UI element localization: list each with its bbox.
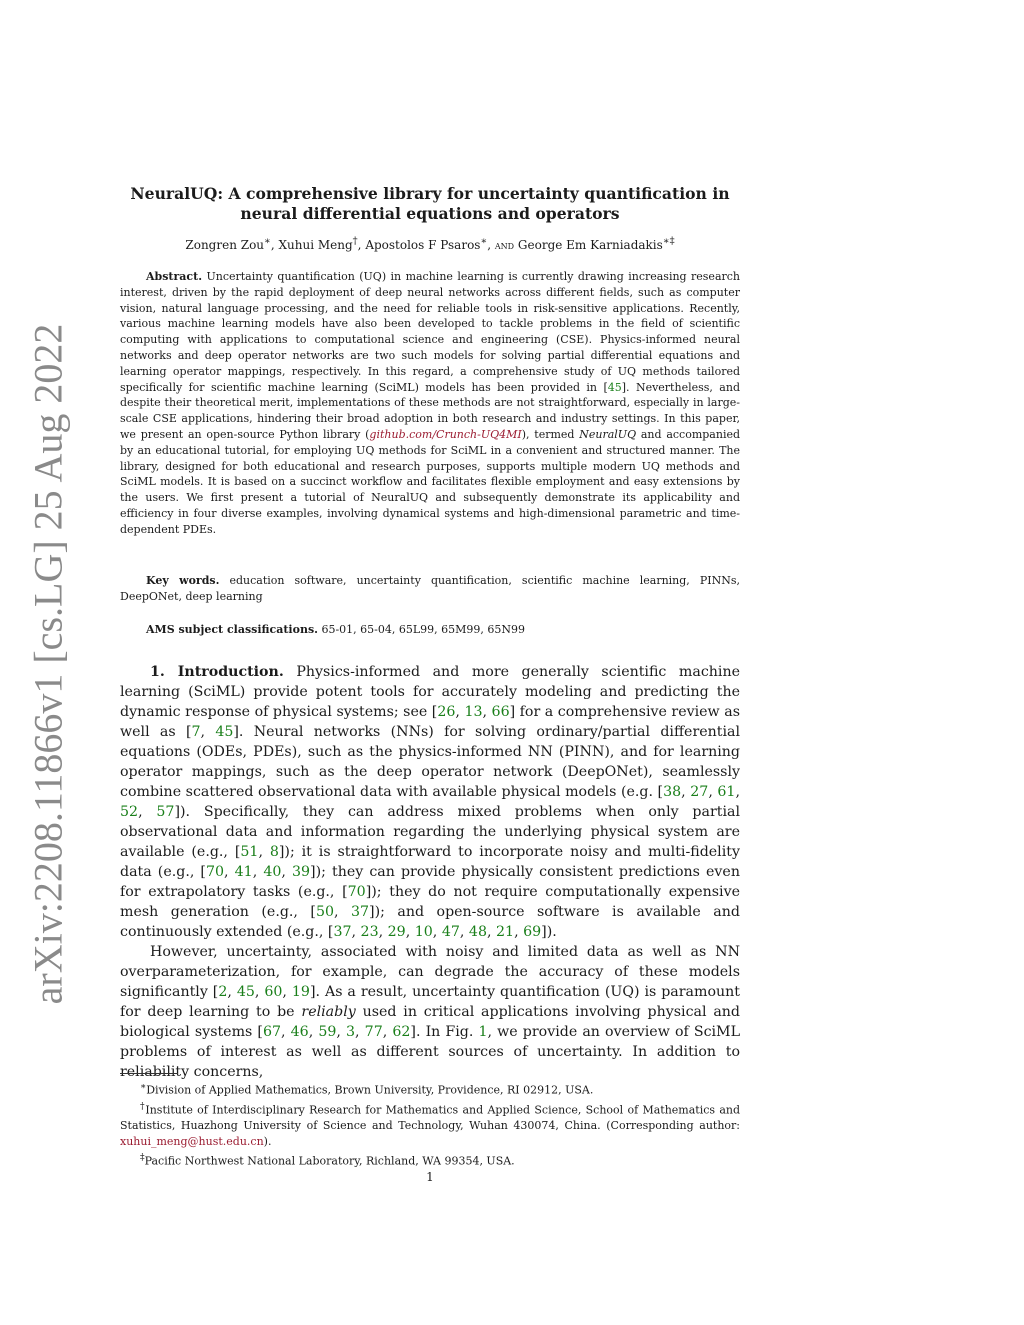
citation-link[interactable]: 59: [318, 1024, 337, 1040]
citation-link[interactable]: 45: [215, 724, 234, 740]
paper-title: [120, 184, 740, 224]
citation-link[interactable]: 27: [690, 784, 709, 800]
keywords-text: education software, uncertainty quantification, scientific machine learning, PINNs, DeepONet, deep learning: [120, 574, 740, 603]
abstract-heading: Abstract.: [146, 270, 203, 283]
footnote-mark: ‡: [140, 1152, 145, 1164]
footnote-text: Division of Applied Mathematics, Brown University, Providence, RI 02912, USA.: [146, 1083, 594, 1097]
citation-link[interactable]: 77: [364, 1024, 383, 1040]
page-number: 1: [426, 1170, 434, 1184]
citation-link[interactable]: 69: [523, 924, 542, 940]
citation-link[interactable]: 50: [315, 904, 334, 920]
citation-link[interactable]: 70: [205, 864, 225, 880]
intro-text: ]).: [541, 924, 557, 940]
citation-link[interactable]: 47: [441, 924, 460, 940]
intro-text: ]); it is straightforward to incorporate noisy and multi-fidelity data (e.g., [: [120, 844, 740, 880]
footnote-mark: †: [140, 1100, 146, 1112]
title-line-2: neural differential equations and operators: [240, 204, 620, 223]
author-name: Zongren Zou: [185, 238, 265, 252]
affiliation-mark: †: [352, 236, 358, 247]
keywords: [120, 573, 740, 605]
affiliation-mark: ∗‡: [662, 236, 675, 247]
affiliation-mark: ∗: [480, 236, 488, 247]
citation-link[interactable]: 67: [262, 1024, 282, 1040]
keywords-heading: Key words.: [146, 574, 220, 587]
author-name: Apostolos F Psaros: [365, 238, 481, 252]
author-list: Zongren Zou∗, Xuhui Meng†, Apostolos F Psaros∗, and George Em Karniadakis∗‡: [185, 236, 675, 252]
citation-link[interactable]: 37: [350, 904, 370, 920]
author-name: Xuhui Meng: [278, 238, 353, 252]
abstract-text: ]. Nevertheless, and despite their theoretical merit, implementations of these methods are not straightforward, especially in large-scale CSE applications, hindering their broad adoption in both research and industry settings. In this paper, we present an open-source Python library (: [120, 380, 740, 441]
repo-link[interactable]: github.com/Crunch-UQ4MI: [369, 427, 522, 441]
library-name: NeuralUQ: [579, 427, 637, 441]
abstract-text: and accompanied by an educational tutorial, for employing UQ methods for SciML in a convenient and structured manner. The library, designed for both educational and research purposes, supports multiple modern UQ methods and SciML models. It is based on a succinct workflow and facilitates flexible employment and easy extensions by the users. We first present a tutorial of NeuralUQ and subsequently demonstrate its applicability and efficiency in four diverse examples, involving dynamical systems and high-dimensional parametric and time-dependent PDEs.: [120, 427, 741, 536]
citation-link[interactable]: 13: [464, 704, 483, 720]
ams-classifications: [146, 622, 740, 638]
citation-link[interactable]: 10: [414, 924, 433, 940]
intro-text: ]); they do not require computationally expensive mesh generation (e.g., [: [120, 884, 740, 920]
citation-link[interactable]: 21: [496, 924, 515, 940]
citation-link[interactable]: 51: [240, 844, 259, 860]
citation-link[interactable]: 29: [387, 924, 406, 940]
footnote-text: Pacific Northwest National Laboratory, Richland, WA 99354, USA.: [144, 1154, 515, 1168]
citation-link[interactable]: 48: [468, 924, 487, 940]
affiliation-mark: ∗: [264, 236, 271, 247]
citation-link[interactable]: 39: [291, 864, 311, 880]
intro-text: Physics-informed and more generally scientific machine learning (SciML) provide potent tools for accurately modeling and predicting the dynamic response of physical systems; see [: [120, 664, 740, 720]
abstract-text: ), termed: [521, 427, 580, 441]
citation-link[interactable]: 23: [360, 924, 379, 940]
footnote-text: Institute of Interdisciplinary Research for Mathematics and Applied Science, School of Mathematics and Statistics, Huazhong University of Science and Technology, Wuhan 430074, China. (Corresponding author:: [120, 1103, 740, 1133]
citation-link[interactable]: 46: [290, 1024, 309, 1040]
introduction-section: [120, 662, 740, 1082]
intro-text: , we provide an overview of SciML problems of interest as well as different sources of uncertainty. In addition to reliability concerns,: [120, 1024, 740, 1080]
ams-text: 65-01, 65-04, 65L99, 65M99, 65N99: [321, 623, 526, 636]
intro-text: ]). Specifically, they can address mixed problems when only partial observational data and information regarding the underlying physical system are available (e.g., [: [120, 804, 740, 860]
intro-text: ]. In Fig.: [410, 1024, 479, 1040]
intro-text: ]. Neural networks (NNs) for solving ordinary/partial differential equations (ODEs, PDEs), such as the physics-informed NN (PINN), and for learning operator mappings, such as the deep operator network (DeepONet), seamlessly combine scattered observational data with available physical models (e.g. [: [120, 724, 740, 800]
footnote-text: ).: [263, 1135, 272, 1149]
section-heading: 1. Introduction.: [150, 664, 284, 680]
author-name: George Em Karniadakis: [517, 238, 663, 252]
author-and: and: [494, 239, 515, 252]
intro-text: ]); they can provide physically consistent predictions even for extrapolatory tasks (e.g., [: [120, 864, 740, 900]
citation-link[interactable]: 61: [717, 784, 736, 800]
ams-heading: AMS subject classifications.: [146, 623, 318, 636]
footnote-1: [120, 1079, 740, 1099]
citation-link[interactable]: 40: [263, 864, 282, 880]
citation-link[interactable]: 45: [607, 380, 622, 394]
footnote-3: [120, 1150, 740, 1170]
footnote-mark: ∗: [140, 1081, 147, 1092]
intro-text: However, uncertainty, associated with noisy and limited data as well as NN overparameterization, for example, can degrade the accuracy of these models significantly [: [120, 944, 740, 1000]
intro-text: used in critical applications involving physical and biological systems [: [120, 1004, 740, 1040]
intro-text: ]. As a result, uncertainty quantification (UQ) is paramount for deep learning to be: [120, 984, 740, 1020]
citation-link[interactable]: 45: [236, 984, 255, 1000]
emphasis-text: reliably: [301, 1004, 356, 1020]
footnote-rule: [120, 1073, 178, 1074]
citation-link[interactable]: 60: [264, 984, 283, 1000]
intro-text: ]); and open-source software is available and continuously extended (e.g., [: [120, 904, 740, 940]
figure-reference-link[interactable]: 1: [478, 1024, 488, 1040]
citation-link[interactable]: 37: [333, 924, 352, 940]
intro-text: ] for a comprehensive review as well as [: [120, 704, 740, 740]
citation-link[interactable]: 3: [346, 1024, 356, 1040]
citation-link[interactable]: 62: [392, 1024, 411, 1040]
intro-paragraph-1: 1. Introduction. Physics-informed and more generally scientific machine learning (SciML) provide potent tools for accurately modeling and predicting the dynamic response of physical systems; see [26, 13, 66] for a comprehensive review as well as [7, 45]. Neural networks (NNs) for solving ordinary/partial differential equations (ODEs, PDEs), such as the physics-informed NN (PINN), and for learning operator mappings, such as the deep operator network (DeepONet), seamlessly combine scattered observational data with available physical models (e.g. [38, 27, 61, 52, 57]). Specifically, they can address mixed problems when only partial observational data and information regarding the underlying physical system are available (e.g., [51, 8]); it is straightforward to incorporate noisy and multi-fidelity data (e.g., [70, 41, 40, 39]); they can provide physically consistent predictions even for extrapolatory tasks (e.g., [70]); they do not require computationally expensive mesh generation (e.g., [50, 37]); and open-source software is available and continuously extended (e.g., [37, 23, 29, 10, 47, 48, 21, 69]).: [120, 664, 740, 940]
footnote-2: [120, 1099, 740, 1151]
citation-link[interactable]: 52: [120, 804, 139, 820]
abstract: [120, 269, 740, 538]
abstract-text: Uncertainty quantification (UQ) in machine learning is currently drawing increasing research interest, driven by the rapid deployment of deep neural networks across different fields, such as computer vision, natural language processing, and the need for reliable tools in risk-sensitive applications. Recently, various machine learning models have also been developed to tackle problems in the field of scientific computing with applications to computational science and engineering (CSE). Physics-informed neural networks and deep operator networks are two such models for solving partial differential equations and learning operator mappings, respectively. In this regard, a comprehensive study of UQ methods tailored specifically for scientific machine learning (SciML) models has been provided in [: [120, 270, 741, 394]
email-link[interactable]: xuhui_meng@hust.edu.cn: [120, 1135, 264, 1149]
arxiv-side-stamp: arXiv:2208.11866v1 [cs.LG] 25 Aug 2022: [25, 323, 71, 1005]
citation-link[interactable]: 19: [291, 984, 310, 1000]
title-line-1: NeuralUQ: A comprehensive library for uncertainty quantification in: [130, 184, 730, 203]
citation-link[interactable]: 8: [269, 844, 279, 860]
citation-link[interactable]: 41: [234, 864, 253, 880]
citation-link[interactable]: 38: [663, 784, 682, 800]
citation-link[interactable]: 2: [218, 984, 228, 1000]
citation-link[interactable]: 66: [491, 704, 510, 720]
citation-link[interactable]: 70: [347, 884, 366, 900]
citation-link[interactable]: 57: [156, 804, 175, 820]
intro-paragraph-2: However, uncertainty, associated with noisy and limited data as well as NN overparameterization, for example, can degrade the accuracy of these models significantly [2, 45, 60, 19]. As a result, uncertainty quantification (UQ) is paramount for deep learning to be reliably used in critical applications involving physical and biological systems [67, 46, 59, 3, 77, 62]. In Fig. 1, we provide an overview of SciML problems of interest as well as different sources of uncertainty. In addition to reliability concerns,: [120, 944, 740, 1080]
citation-link[interactable]: 7: [191, 724, 201, 740]
citation-link[interactable]: 26: [437, 704, 456, 720]
footnotes: [120, 1079, 740, 1170]
